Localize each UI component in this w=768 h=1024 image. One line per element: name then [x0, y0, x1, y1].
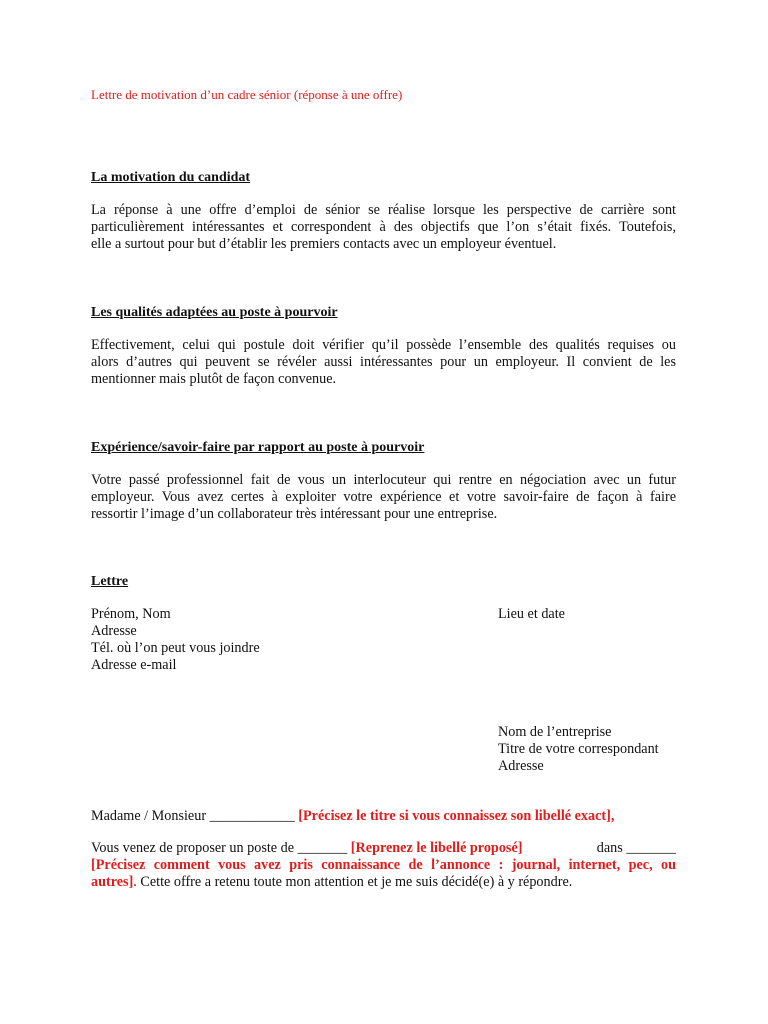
paragraph-line: particulièrement intéressantes et correspondent à des objectifs que l’on s’était fixés. Toutefois,	[91, 219, 676, 235]
sender-email: Adresse e-mail	[91, 657, 177, 673]
body-text-3: . Cette offre a retenu toute mon attention et je me suis décidé(e) à y répondre.	[133, 874, 573, 890]
recipient-address: Adresse	[498, 758, 544, 774]
section-paragraph-experience	[91, 472, 676, 523]
sender-phone: Tél. où l’on peut vous joindre	[91, 640, 260, 656]
body-line-3	[91, 874, 676, 891]
paragraph-line: employeur. Vous avez certes à exploiter votre expérience et votre savoir-faire de façon à faire	[91, 489, 676, 505]
letter-heading: Lettre	[91, 574, 129, 589]
place-date: Lieu et date	[498, 606, 565, 622]
section-heading-experience: Expérience/savoir-faire par rapport au poste à pourvoir	[91, 440, 425, 455]
salutation	[91, 808, 614, 825]
recipient-company: Nom de l’entreprise	[498, 724, 612, 740]
document-title: Lettre de motivation d’un cadre sénior (réponse à une offre)	[91, 87, 403, 102]
body-text-2: dans _______	[596, 840, 676, 856]
body-line-1	[91, 840, 676, 857]
recipient-block	[498, 724, 659, 775]
paragraph-line: La réponse à une offre d’emploi de sénior se réalise lorsque les perspective de carrière sont	[91, 202, 676, 218]
paragraph-line: mentionner mais plutôt de façon convenue.	[91, 371, 337, 387]
paragraph-line: Votre passé professionnel fait de vous un interlocuteur qui rentre en négociation avec un futur	[91, 472, 676, 488]
paragraph-line: ressortir l’image d’un collaborateur très intéressant pour une entreprise.	[91, 506, 498, 522]
salutation-hint: [Précisez le titre si vous connaissez son libellé exact],	[298, 808, 615, 824]
sender-name: Prénom, Nom	[91, 606, 171, 622]
recipient-title: Titre de votre correspondant	[498, 741, 659, 757]
body-hint-1: [Reprenez le libellé proposé]	[350, 840, 523, 856]
paragraph-line: elle a surtout pour but d’établir les premiers contacts avec un employeur éventuel.	[91, 236, 557, 252]
section-heading-qualities: Les qualités adaptées au poste à pourvoir	[91, 305, 338, 320]
sender-address: Adresse	[91, 623, 137, 639]
letter-body	[91, 840, 676, 891]
body-hint-2-line-1: [Précisez comment vous avez pris connaissance de l’annonce : journal, internet, pec, ou	[91, 857, 676, 873]
salutation-text: Madame / Monsieur ____________	[91, 808, 299, 824]
section-paragraph-qualities	[91, 337, 676, 388]
section-paragraph-motivation	[91, 202, 676, 253]
paragraph-line: Effectivement, celui qui postule doit vérifier qu’il possède l’ensemble des qualités requises ou	[91, 337, 676, 353]
section-heading-motivation: La motivation du candidat	[91, 170, 251, 185]
sender-block	[91, 606, 260, 674]
body-text-1: Vous venez de proposer un poste de _______	[91, 840, 351, 856]
body-hint-2-line-2: autres]	[91, 874, 134, 890]
paragraph-line: alors d’autres qui peuvent se révéler aussi intéressantes pour un employeur. Il convient de les	[91, 354, 676, 370]
